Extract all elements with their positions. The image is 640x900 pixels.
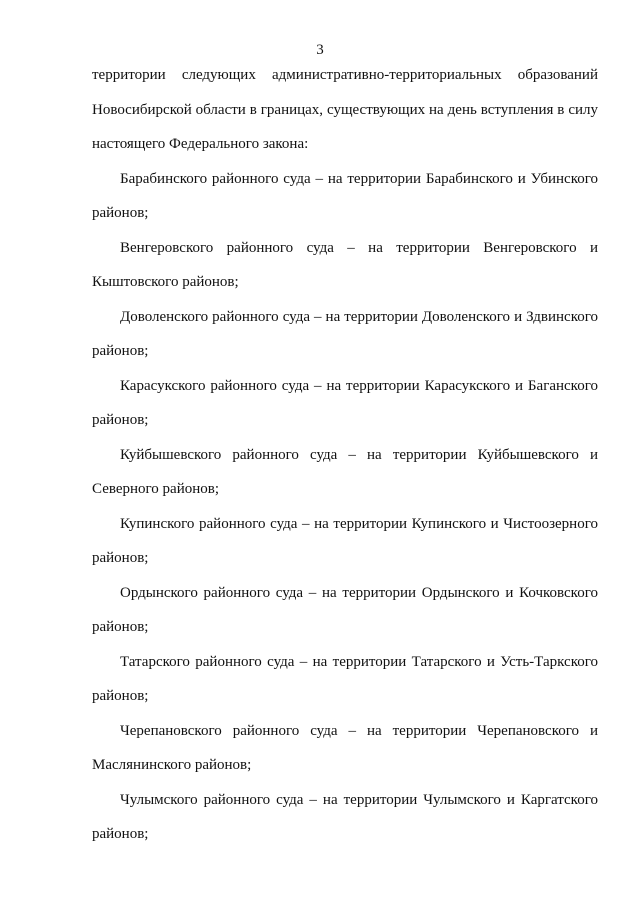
paragraph-kuibyshevsky-court: Куйбышевского районного суда – на территории Куйбышевского и Северного районов; [92, 446, 598, 497]
paragraph-barabinsky-court: Барабинского районного суда – на территории Барабинского и Убинского районов; [92, 170, 598, 221]
paragraph-tatarsky-court: Татарского районного суда – на территории Татарского и Усть-Таркского районов; [92, 653, 598, 704]
page-number: 3 [316, 42, 324, 58]
paragraph-intro: территории следующих административно-территориальных образований Новосибирской области в границах, существующих на день вступления в силу настоящего Федерального закона: [92, 67, 598, 152]
paragraph-vengerovsky-court: Венгеровского районного суда – на территории Венгеровского и Кыштовского районов; [92, 239, 598, 290]
paragraph-chulymsky-court: Чулымского районного суда – на территории Чулымского и Каргатского районов; [92, 791, 598, 842]
paragraph-karasuksky-court: Карасукского районного суда – на территории Карасукского и Баганского районов; [92, 377, 598, 428]
paragraph-kupinsky-court: Купинского районного суда – на территории Купинского и Чистоозерного районов; [92, 515, 598, 566]
paragraph-dovolensky-court: Доволенского районного суда – на территории Доволенского и Здвинского районов; [92, 308, 598, 359]
paragraph-ordynsky-court: Ордынского районного суда – на территории Ордынского и Кочковского районов; [92, 584, 598, 635]
document-body [92, 58, 598, 852]
paragraph-cherepanovsky-court: Черепановского районного суда – на территории Черепановского и Маслянинского районов; [92, 722, 598, 773]
